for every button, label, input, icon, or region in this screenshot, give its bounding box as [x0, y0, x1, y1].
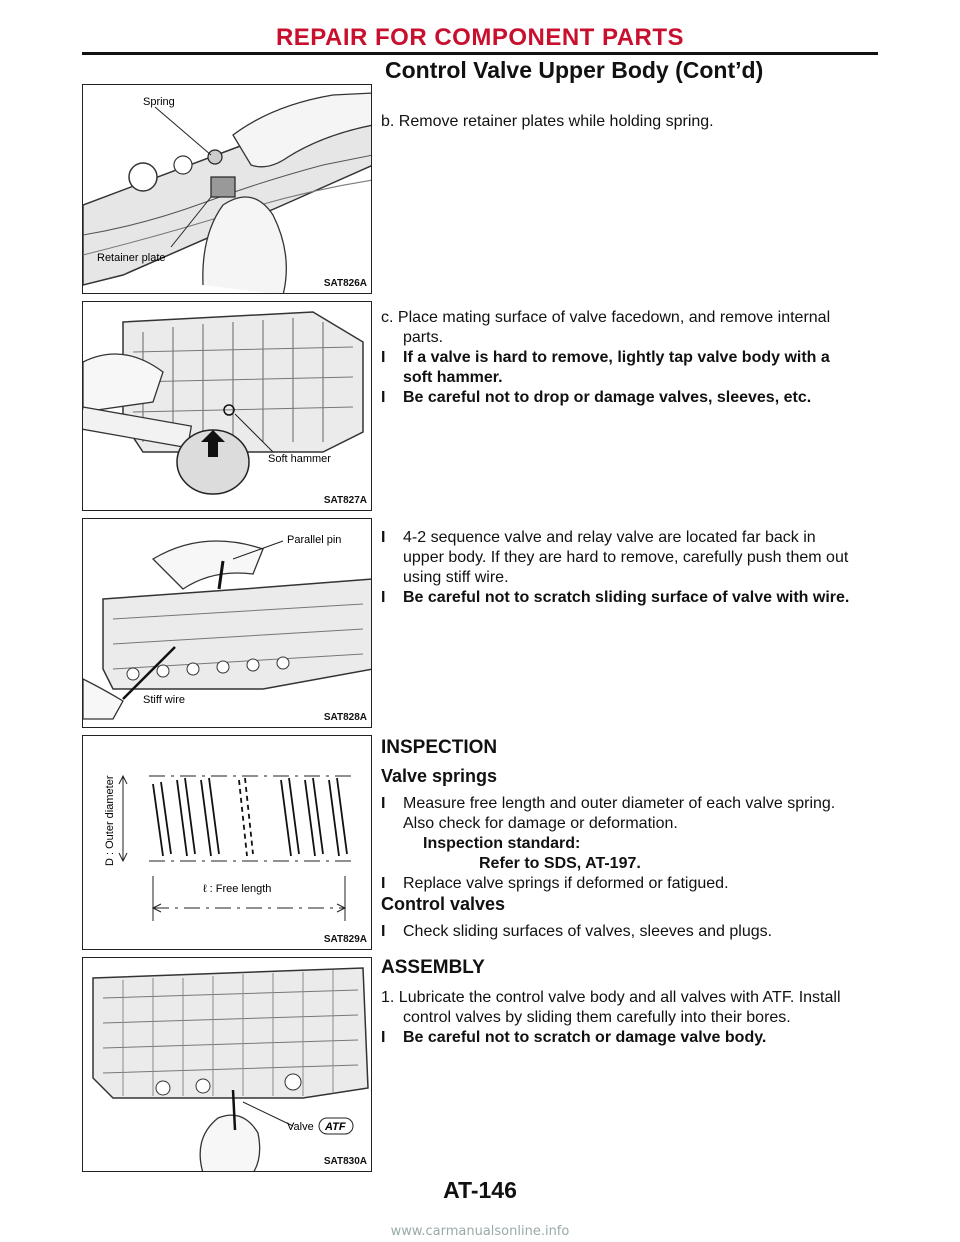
- step-d-text: [381, 528, 881, 608]
- assembly-step-1: 1. Lubricate the control valve body and all valves with ATF. Install: [381, 989, 841, 1006]
- figure-code: SAT827A: [323, 495, 367, 506]
- step-c-cont: parts.: [403, 329, 444, 346]
- figure-sat830a: [82, 957, 372, 1172]
- bullet-item: [381, 922, 881, 942]
- bullet-item: [381, 794, 881, 874]
- control-valves-heading: Control valves: [381, 894, 506, 914]
- bullet-item: [381, 1028, 881, 1048]
- step-c-bullet-2: Be careful not to drop or damage valves, sleeves, etc.: [403, 389, 812, 406]
- bullet-item: [381, 874, 881, 894]
- fig4-label-length: ℓ : Free length: [203, 883, 272, 895]
- retainer-plate-illustration: [83, 85, 372, 294]
- page-number: AT-146: [443, 1177, 517, 1203]
- step-c-bullet-1-cont: soft hammer.: [403, 369, 503, 386]
- bullet-item: [381, 348, 881, 388]
- fig4-label-diameter: D : Outer diameter: [104, 775, 116, 866]
- bullet-marker: I: [381, 529, 386, 546]
- soft-hammer-illustration: [83, 302, 372, 511]
- valve-assembly-illustration: [83, 958, 372, 1172]
- stiff-wire-illustration: [83, 519, 372, 728]
- figure-sat826a: [82, 84, 372, 294]
- header-rule: [82, 52, 878, 55]
- figure-code: SAT829A: [323, 934, 367, 945]
- step-d-bullet-1-cont2: using stiff wire.: [403, 569, 509, 586]
- bullet-marker: I: [381, 875, 386, 892]
- bullet-item: [381, 588, 881, 608]
- fig1-label-spring: Spring: [143, 96, 175, 108]
- inspection-section: [381, 738, 881, 942]
- step-c-text: [381, 308, 881, 408]
- assembly-bullet-1: Be careful not to scratch or damage valve body.: [403, 1029, 767, 1046]
- assembly-heading: ASSEMBLY: [381, 957, 485, 978]
- bullet-item: [381, 528, 881, 588]
- bullet-marker: I: [381, 795, 386, 812]
- watermark: www.carmanualsonline.info: [390, 1224, 570, 1239]
- valve-springs-heading: Valve springs: [381, 766, 498, 786]
- fig5-label-atf: ATF: [325, 1121, 346, 1133]
- bullet-marker: I: [381, 923, 386, 940]
- step-c: c. Place mating surface of valve facedown, and remove internal: [381, 309, 831, 326]
- springs-bullet-1: Measure free length and outer diameter of each valve spring.: [403, 795, 836, 812]
- section-title: REPAIR FOR COMPONENT PARTS: [275, 24, 685, 51]
- figure-sat827a: [82, 301, 372, 511]
- bullet-marker: I: [381, 349, 386, 366]
- valve-spring-diagram: [83, 736, 372, 950]
- fig1-label-retainer: Retainer plate: [97, 252, 166, 264]
- inspection-standard-label: Inspection standard:: [423, 835, 581, 852]
- figure-code: SAT826A: [323, 278, 367, 289]
- step-d-bullet-1-cont1: upper body. If they are hard to remove, carefully push them out: [403, 549, 849, 566]
- figure-code: SAT830A: [323, 1156, 367, 1167]
- assembly-step-1-cont: control valves by sliding them carefully into their bores.: [403, 1009, 791, 1026]
- figure-code: SAT828A: [323, 712, 367, 723]
- inspection-standard-value: Refer to SDS, AT-197.: [479, 855, 641, 872]
- fig5-label-valve: Valve: [287, 1121, 314, 1133]
- assembly-section: [381, 958, 881, 1048]
- step-b: b. Remove retainer plates while holding spring.: [381, 113, 714, 130]
- fig3-label-wire: Stiff wire: [143, 694, 185, 706]
- bullet-marker: I: [381, 589, 386, 606]
- step-b-text: [381, 112, 881, 132]
- step-d-bullet-1: 4-2 sequence valve and relay valve are located far back in: [403, 529, 816, 546]
- fig2-label-hammer: Soft hammer: [268, 453, 331, 465]
- bullet-marker: I: [381, 1029, 386, 1046]
- step-d-bullet-2: Be careful not to scratch sliding surface of valve with wire.: [403, 589, 850, 606]
- step-c-bullet-1: If a valve is hard to remove, lightly tap valve body with a: [403, 349, 830, 366]
- inspection-heading: INSPECTION: [381, 737, 498, 758]
- fig3-label-pin: Parallel pin: [287, 534, 342, 546]
- figure-sat829a: [82, 735, 372, 950]
- springs-bullet-1-cont: Also check for damage or deformation.: [403, 815, 678, 832]
- bullet-marker: I: [381, 389, 386, 406]
- springs-bullet-2: Replace valve springs if deformed or fatigued.: [403, 875, 729, 892]
- page-subtitle: Control Valve Upper Body (Cont’d): [385, 57, 764, 83]
- valves-bullet-1: Check sliding surfaces of valves, sleeves and plugs.: [403, 923, 773, 940]
- figure-sat828a: [82, 518, 372, 728]
- bullet-item: [381, 388, 881, 408]
